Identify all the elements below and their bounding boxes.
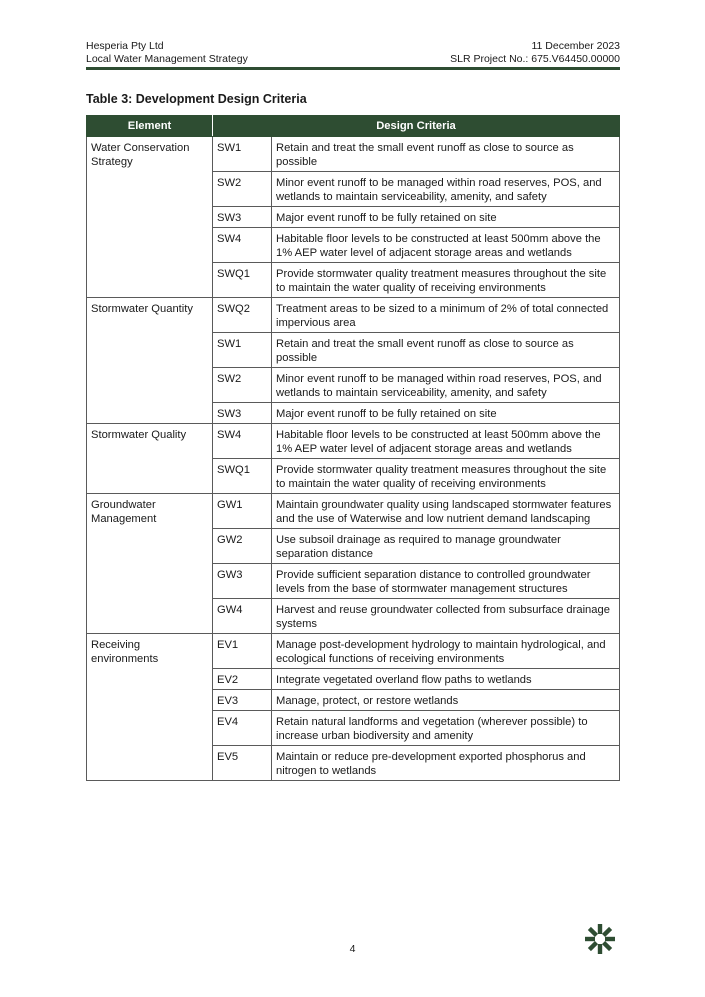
criteria-code-cell: GW2 bbox=[213, 529, 272, 564]
logo-bar bbox=[588, 941, 598, 951]
criteria-text-cell: Retain and treat the small event runoff as close to source as possible bbox=[272, 137, 620, 172]
criteria-code-cell: EV4 bbox=[213, 711, 272, 746]
criteria-code-cell: SW1 bbox=[213, 333, 272, 368]
criteria-code-cell: SW4 bbox=[213, 424, 272, 459]
header-left bbox=[86, 40, 248, 66]
criteria-text-cell: Manage, protect, or restore wetlands bbox=[272, 690, 620, 711]
header-right bbox=[450, 40, 620, 66]
element-cell: Groundwater Management bbox=[87, 494, 213, 634]
table-row bbox=[87, 634, 620, 669]
criteria-code-cell: SW4 bbox=[213, 228, 272, 263]
criteria-code-cell: GW3 bbox=[213, 564, 272, 599]
table-header-row bbox=[87, 116, 620, 137]
criteria-text-cell: Manage post-development hydrology to maintain hydrological, and ecological functions of receiving environments bbox=[272, 634, 620, 669]
criteria-text-cell: Treatment areas to be sized to a minimum of 2% of total connected impervious area bbox=[272, 298, 620, 333]
table-row bbox=[87, 424, 620, 459]
logo-bar bbox=[598, 924, 602, 934]
table-row bbox=[87, 137, 620, 172]
criteria-code-cell: EV5 bbox=[213, 746, 272, 781]
criteria-text-cell: Major event runoff to be fully retained on site bbox=[272, 403, 620, 424]
logo-bar bbox=[602, 941, 612, 951]
criteria-code-cell: SW3 bbox=[213, 207, 272, 228]
criteria-text-cell: Harvest and reuse groundwater collected from subsurface drainage systems bbox=[272, 599, 620, 634]
logo-bar bbox=[588, 927, 598, 937]
logo-bar bbox=[605, 937, 615, 941]
criteria-text-cell: Habitable floor levels to be constructed at least 500mm above the 1% AEP water level of adjacent storage areas and wetlands bbox=[272, 228, 620, 263]
element-cell: Receiving environments bbox=[87, 634, 213, 781]
criteria-code-cell: SW1 bbox=[213, 137, 272, 172]
page-number: 4 bbox=[349, 943, 356, 955]
slr-logo-icon bbox=[582, 921, 618, 957]
criteria-code-cell: GW4 bbox=[213, 599, 272, 634]
criteria-text-cell: Maintain or reduce pre-development exported phosphorus and nitrogen to wetlands bbox=[272, 746, 620, 781]
criteria-text-cell: Minor event runoff to be managed within road reserves, POS, and wetlands to maintain serviceability, amenity, and safety bbox=[272, 172, 620, 207]
criteria-code-cell: SW2 bbox=[213, 368, 272, 403]
criteria-text-cell: Major event runoff to be fully retained on site bbox=[272, 207, 620, 228]
table-body bbox=[87, 137, 620, 781]
criteria-text-cell: Habitable floor levels to be constructed at least 500mm above the 1% AEP water level of adjacent storage areas and wetlands bbox=[272, 424, 620, 459]
criteria-text-cell: Provide stormwater quality treatment measures throughout the site to maintain the water quality of receiving environments bbox=[272, 459, 620, 494]
criteria-text-cell: Retain natural landforms and vegetation (wherever possible) to increase urban biodiversity and amenity bbox=[272, 711, 620, 746]
criteria-code-cell: EV1 bbox=[213, 634, 272, 669]
logo-bar bbox=[585, 937, 595, 941]
header-design-criteria: Design Criteria bbox=[213, 116, 620, 137]
criteria-text-cell: Provide sufficient separation distance to controlled groundwater levels from the base of stormwater management structures bbox=[272, 564, 620, 599]
criteria-text-cell: Minor event runoff to be managed within road reserves, POS, and wetlands to maintain serviceability, amenity, and safety bbox=[272, 368, 620, 403]
criteria-code-cell: SW3 bbox=[213, 403, 272, 424]
criteria-code-cell: SWQ1 bbox=[213, 263, 272, 298]
criteria-code-cell: EV2 bbox=[213, 669, 272, 690]
table-row bbox=[87, 298, 620, 333]
criteria-text-cell: Integrate vegetated overland flow paths to wetlands bbox=[272, 669, 620, 690]
criteria-text-cell: Retain and treat the small event runoff as close to source as possible bbox=[272, 333, 620, 368]
table-title: Table 3: Development Design Criteria bbox=[86, 92, 307, 106]
element-cell: Stormwater Quality bbox=[87, 424, 213, 494]
criteria-code-cell: SW2 bbox=[213, 172, 272, 207]
table-row bbox=[87, 494, 620, 529]
logo-bar bbox=[602, 927, 612, 937]
criteria-code-cell: EV3 bbox=[213, 690, 272, 711]
logo-bar bbox=[598, 944, 602, 954]
criteria-text-cell: Provide stormwater quality treatment measures throughout the site to maintain the water quality of receiving environments bbox=[272, 263, 620, 298]
header-element: Element bbox=[87, 116, 213, 137]
design-criteria-table bbox=[86, 115, 620, 781]
header-divider bbox=[86, 67, 620, 70]
criteria-text-cell: Maintain groundwater quality using landscaped stormwater features and the use of Waterwise and low nutrient demand landscaping bbox=[272, 494, 620, 529]
criteria-code-cell: SWQ2 bbox=[213, 298, 272, 333]
company-name: Hesperia Pty Ltd bbox=[86, 40, 164, 52]
criteria-code-cell: GW1 bbox=[213, 494, 272, 529]
element-cell: Stormwater Quantity bbox=[87, 298, 213, 424]
element-cell: Water Conservation Strategy bbox=[87, 137, 213, 298]
document-date: 11 December 2023 bbox=[531, 40, 620, 52]
criteria-text-cell: Use subsoil drainage as required to manage groundwater separation distance bbox=[272, 529, 620, 564]
criteria-code-cell: SWQ1 bbox=[213, 459, 272, 494]
document-title: Local Water Management Strategy bbox=[86, 53, 248, 65]
project-number: SLR Project No.: 675.V64450.00000 bbox=[450, 53, 620, 65]
